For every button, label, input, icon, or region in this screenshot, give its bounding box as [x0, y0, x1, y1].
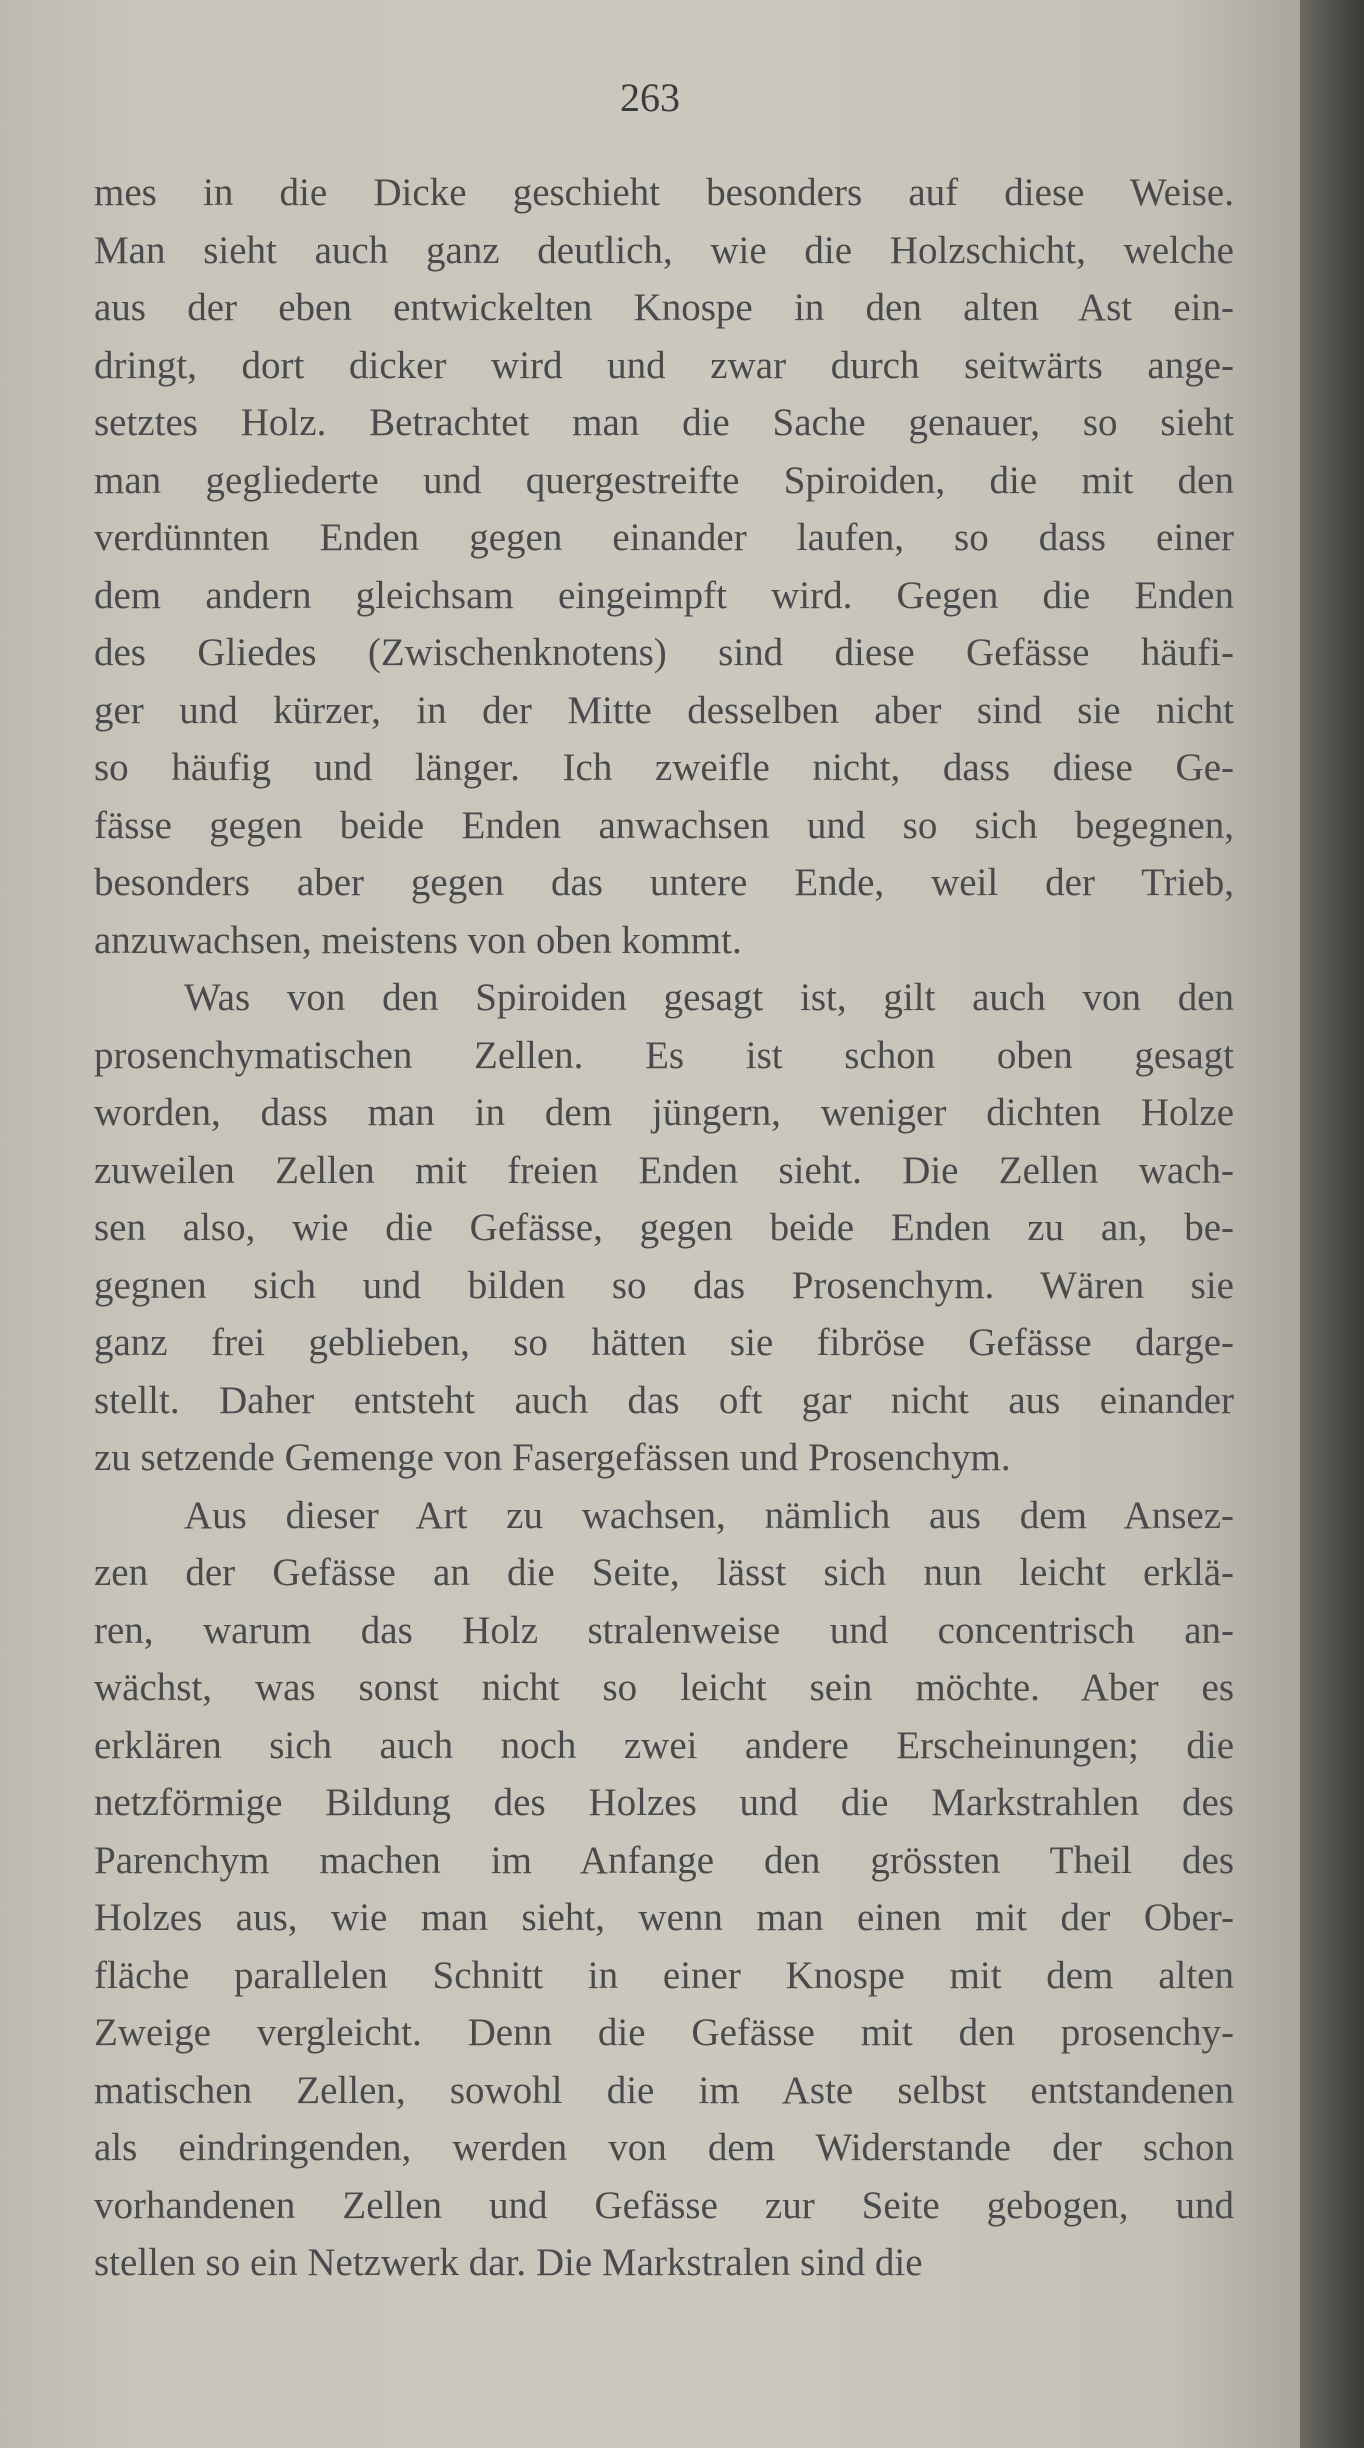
text-line: Holzes aus, wie man sieht, wenn man einen mit der Ober-: [94, 1896, 1234, 1939]
text-line: dringt, dort dicker wird und zwar durch seitwärts ange-: [94, 343, 1234, 387]
text-line: gegnen sich und bilden so das Prosenchym. Wären sie: [94, 1263, 1234, 1307]
text-line: verdünnten Enden gegen einander laufen, so dass einer: [94, 516, 1234, 559]
paragraph: [94, 969, 1234, 1487]
text-line: sen also, wie die Gefässe, gegen beide Enden zu an, be-: [94, 1206, 1234, 1249]
paragraph: [94, 164, 1234, 969]
text-line: matischen Zellen, sowohl die im Aste selbst entstandenen: [94, 2068, 1234, 2112]
text-line: als eindringenden, werden von dem Widerstande der schon: [94, 2126, 1234, 2169]
text-line: fässe gegen beide Enden anwachsen und so sich begegnen,: [94, 803, 1234, 847]
text-line: ger und kürzer, in der Mitte desselben aber sind sie nicht: [94, 688, 1234, 732]
text-line: des Gliedes (Zwischenknotens) sind diese Gefässe häufi-: [94, 631, 1234, 674]
text-line: prosenchymatischen Zellen. Es ist schon oben gesagt: [94, 1033, 1234, 1077]
text-line: erklären sich auch noch zwei andere Erscheinungen; die: [94, 1723, 1234, 1767]
text-line: besonders aber gegen das untere Ende, weil der Trieb,: [94, 861, 1234, 904]
text-line: vorhandenen Zellen und Gefässe zur Seite gebogen, und: [94, 2183, 1234, 2227]
text-line: worden, dass man in dem jüngern, weniger dichten Holze: [94, 1091, 1234, 1134]
text-line: stellen so ein Netzwerk dar. Die Markstralen sind die: [94, 2241, 923, 2284]
text-line: stellt. Daher entsteht auch das oft gar nicht aus einander: [94, 1378, 1234, 1422]
text-line: netzförmige Bildung des Holzes und die Markstrahlen des: [94, 1781, 1234, 1824]
body-text: [94, 164, 1234, 2292]
text-line: Aus dieser Art zu wachsen, nämlich aus dem Ansez-: [184, 1493, 1234, 1537]
text-line: zu setzende Gemenge von Fasergefässen und Prosenchym.: [94, 1436, 1011, 1479]
paragraph: [94, 1487, 1234, 2292]
text-line: zuweilen Zellen mit freien Enden sieht. Die Zellen wach-: [94, 1148, 1234, 1192]
text-line: Zweige vergleicht. Denn die Gefässe mit den prosenchy-: [94, 2011, 1234, 2054]
text-line: aus der eben entwickelten Knospe in den alten Ast ein-: [94, 286, 1234, 329]
text-line: fläche parallelen Schnitt in einer Knospe mit dem alten: [94, 1953, 1234, 1997]
text-line: Was von den Spiroiden gesagt ist, gilt auch von den: [184, 976, 1234, 1019]
page-number: 263: [620, 75, 680, 120]
text-line: Man sieht auch ganz deutlich, wie die Holzschicht, welche: [94, 228, 1234, 272]
text-line: ganz frei geblieben, so hätten sie fibröse Gefässe darge-: [94, 1321, 1234, 1364]
text-line: wächst, was sonst nicht so leicht sein möchte. Aber es: [94, 1666, 1234, 1709]
text-line: zen der Gefässe an die Seite, lässt sich nun leicht erklä-: [94, 1551, 1234, 1594]
text-line: mes in die Dicke geschieht besonders auf diese Weise.: [94, 171, 1234, 214]
page-edge-shadow: [1300, 0, 1364, 2448]
text-line: so häufig und länger. Ich zweifle nicht, dass diese Ge-: [94, 746, 1234, 789]
text-line: setztes Holz. Betrachtet man die Sache genauer, so sieht: [94, 401, 1234, 444]
text-line: anzuwachsen, meistens von oben kommt.: [94, 918, 742, 962]
text-line: dem andern gleichsam eingeimpft wird. Gegen die Enden: [94, 573, 1234, 617]
text-line: ren, warum das Holz stralenweise und concentrisch an-: [94, 1608, 1234, 1652]
text-line: man gegliederte und quergestreifte Spiroiden, die mit den: [94, 458, 1234, 502]
text-line: Parenchym machen im Anfange den grössten Theil des: [94, 1838, 1234, 1882]
